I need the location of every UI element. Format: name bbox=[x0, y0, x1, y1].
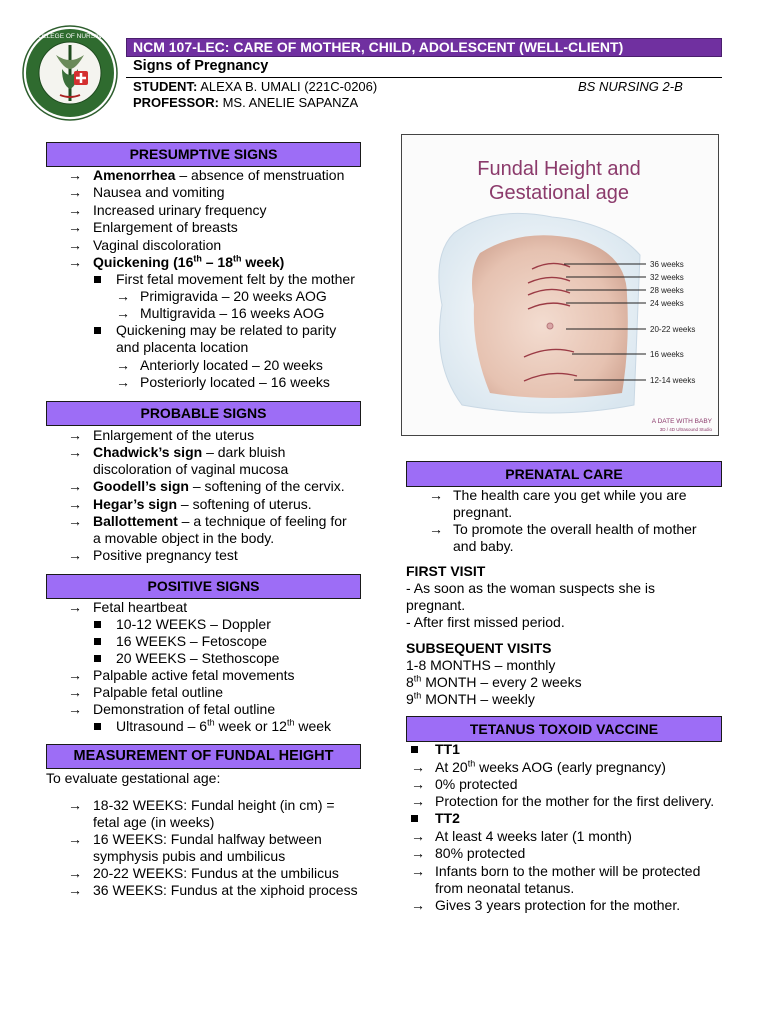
fundal-height-illustration bbox=[402, 135, 718, 435]
figure-label: 12-14 weeks bbox=[650, 376, 696, 385]
arrow-icon: → bbox=[68, 237, 82, 253]
bullet-square-icon bbox=[411, 815, 418, 822]
probable-signs-heading: PROBABLE SIGNS bbox=[46, 401, 361, 426]
professor-name: MS. ANELIE SAPANZA bbox=[222, 95, 359, 110]
tt2-three-years: Gives 3 years protection for the mother. bbox=[435, 897, 681, 913]
arrow-icon: → bbox=[68, 219, 82, 235]
presumptive-vaginal: Vaginal discoloration bbox=[93, 237, 222, 253]
probable-goodell: Goodell’s sign – softening of the cervix. bbox=[93, 478, 345, 494]
arrow-icon: → bbox=[68, 184, 82, 200]
arrow-icon: → bbox=[68, 547, 82, 563]
student-label: STUDENT: bbox=[133, 79, 198, 94]
subsequent-visits-heading: SUBSEQUENT VISITS bbox=[406, 640, 552, 656]
figure-title-line1: Fundal Height and bbox=[477, 158, 641, 180]
figure-credit: A DATE WITH BABY bbox=[651, 418, 712, 425]
arrow-icon: → bbox=[68, 202, 82, 218]
arrow-icon: → bbox=[429, 487, 443, 503]
bullet-square-icon bbox=[94, 723, 101, 730]
arrow-icon: → bbox=[68, 865, 82, 881]
tt1-label: TT1 bbox=[435, 741, 460, 757]
course-title: NCM 107-LEC: CARE OF MOTHER, CHILD, ADOLESCENT (WELL-CLIENT) bbox=[133, 39, 624, 55]
student-line bbox=[133, 79, 719, 94]
arrow-icon: → bbox=[68, 167, 82, 183]
arrow-icon: → bbox=[411, 863, 425, 879]
fundal-height-heading: MEASUREMENT OF FUNDAL HEIGHT bbox=[46, 744, 361, 769]
fundal-item1-line1: 18-32 WEEKS: Fundal height (in cm) = bbox=[93, 797, 335, 813]
prenatal-item2-line2: and baby. bbox=[453, 538, 514, 554]
figure-label: 32 weeks bbox=[650, 273, 684, 282]
figure-title-line2: Gestational age bbox=[488, 182, 630, 204]
subsequent-line1: 1-8 MONTHS – monthly bbox=[406, 657, 556, 673]
probable-ballottement: Ballottement – a technique of feeling for bbox=[93, 513, 347, 529]
professor-label: PROFESSOR: bbox=[133, 95, 219, 110]
quickening-multigravida: Multigravida – 16 weeks AOG bbox=[140, 305, 325, 321]
prenatal-care-heading: PRENATAL CARE bbox=[406, 461, 722, 487]
tetanus-toxoid-heading: TETANUS TOXOID VACCINE bbox=[406, 716, 722, 742]
prenatal-item2-line1: To promote the overall health of mother bbox=[453, 521, 697, 537]
fundal-item2-line1: 16 WEEKS: Fundal halfway between bbox=[93, 831, 322, 847]
arrow-icon: → bbox=[411, 897, 425, 913]
arrow-icon: → bbox=[429, 521, 443, 537]
quickening-parity-line2: and placenta location bbox=[116, 339, 249, 355]
bullet-square-icon bbox=[94, 621, 101, 628]
fundal-item3: 20-22 WEEKS: Fundus at the umbilicus bbox=[93, 865, 339, 881]
subsequent-line3: 9th MONTH – weekly bbox=[406, 690, 535, 707]
probable-chadwick-line2: discoloration of vaginal mucosa bbox=[93, 461, 289, 477]
probable-test: Positive pregnancy test bbox=[93, 547, 238, 563]
arrow-icon: → bbox=[116, 305, 130, 321]
tt1-protection: 0% protected bbox=[435, 776, 518, 792]
positive-movements: Palpable active fetal movements bbox=[93, 667, 295, 683]
figure-label: 20-22 weeks bbox=[650, 325, 696, 334]
tt2-timing: At least 4 weeks later (1 month) bbox=[435, 828, 632, 844]
tt2-infants-line1: Infants born to the mother will be protected bbox=[435, 863, 701, 879]
course-section: BS NURSING 2-B bbox=[578, 79, 683, 94]
positive-ultrasound: Ultrasound – 6th week or 12th week bbox=[116, 717, 332, 734]
figure-label: 16 weeks bbox=[650, 350, 684, 359]
arrow-icon: → bbox=[411, 793, 425, 809]
figure-label: 36 weeks bbox=[650, 260, 684, 269]
presumptive-urinary: Increased urinary frequency bbox=[93, 202, 267, 218]
arrow-icon: → bbox=[68, 427, 82, 443]
arrow-icon: → bbox=[68, 701, 82, 717]
presumptive-breasts: Enlargement of breasts bbox=[93, 219, 238, 235]
first-visit-line3: - After first missed period. bbox=[406, 614, 565, 630]
presumptive-signs-heading: PRESUMPTIVE SIGNS bbox=[46, 142, 361, 167]
placenta-posterior: Posteriorly located – 16 weeks bbox=[140, 374, 330, 390]
probable-hegar: Hegar’s sign – softening of uterus. bbox=[93, 496, 312, 512]
subsequent-line2: 8th MONTH – every 2 weeks bbox=[406, 673, 582, 690]
positive-heartbeat: Fetal heartbeat bbox=[93, 599, 188, 615]
bullet-square-icon bbox=[411, 746, 418, 753]
figure-credit-sub: 3D / 4D Ultrasound Studio bbox=[659, 427, 712, 432]
arrow-icon: → bbox=[68, 444, 82, 460]
fundal-height-figure bbox=[401, 134, 719, 436]
bullet-square-icon bbox=[94, 655, 101, 662]
arrow-icon: → bbox=[411, 845, 425, 861]
arrow-icon: → bbox=[68, 599, 82, 615]
bullet-square-icon bbox=[94, 276, 101, 283]
heartbeat-doppler: 10-12 WEEKS – Doppler bbox=[116, 616, 271, 632]
arrow-icon: → bbox=[68, 684, 82, 700]
course-title-bar bbox=[126, 38, 722, 57]
arrow-icon: → bbox=[68, 478, 82, 494]
probable-uterus: Enlargement of the uterus bbox=[93, 427, 255, 443]
professor-line bbox=[133, 95, 358, 110]
student-name: ALEXA B. UMALI (221C-0206) bbox=[200, 79, 378, 94]
figure-label: 28 weeks bbox=[650, 286, 684, 295]
arrow-icon: → bbox=[68, 496, 82, 512]
arrow-icon: → bbox=[68, 882, 82, 898]
arrow-icon: → bbox=[116, 374, 130, 390]
quickening-first-movement: First fetal movement felt by the mother bbox=[116, 271, 355, 287]
prenatal-item1-line2: pregnant. bbox=[453, 504, 513, 520]
quickening-primigravida: Primigravida – 20 weeks AOG bbox=[140, 288, 327, 304]
topic-title: Signs of Pregnancy bbox=[133, 58, 269, 74]
arrow-icon: → bbox=[68, 831, 82, 847]
bullet-square-icon bbox=[94, 638, 101, 645]
presumptive-amenorrhea: Amenorrhea – absence of menstruation bbox=[93, 167, 345, 183]
probable-chadwick: Chadwick’s sign – dark bluish bbox=[93, 444, 286, 460]
prenatal-item1-line1: The health care you get while you are bbox=[453, 487, 687, 503]
tt1-timing: At 20th weeks AOG (early pregnancy) bbox=[435, 758, 666, 775]
positive-demonstration: Demonstration of fetal outline bbox=[93, 701, 276, 717]
placenta-anterior: Anteriorly located – 20 weeks bbox=[140, 357, 323, 373]
arrow-icon: → bbox=[68, 667, 82, 683]
arrow-icon: → bbox=[411, 776, 425, 792]
presumptive-nausea: Nausea and vomiting bbox=[93, 184, 225, 200]
heartbeat-fetoscope: 16 WEEKS – Fetoscope bbox=[116, 633, 267, 649]
tt1-first-delivery: Protection for the mother for the first delivery. bbox=[435, 793, 715, 809]
first-visit-heading: FIRST VISIT bbox=[406, 563, 486, 579]
tt2-protection: 80% protected bbox=[435, 845, 526, 861]
arrow-icon: → bbox=[411, 828, 425, 844]
arrow-icon: → bbox=[68, 254, 82, 270]
bullet-square-icon bbox=[94, 327, 101, 334]
arrow-icon: → bbox=[411, 759, 425, 775]
probable-ballottement-line2: a movable object in the body. bbox=[93, 530, 275, 546]
first-visit-line1: - As soon as the woman suspects she is bbox=[406, 580, 656, 596]
tt2-label: TT2 bbox=[435, 810, 460, 826]
fundal-item4: 36 WEEKS: Fundus at the xiphoid process bbox=[93, 882, 358, 898]
first-visit-line2: pregnant. bbox=[406, 597, 466, 613]
fundal-item2-line2: symphysis pubis and umbilicus bbox=[93, 848, 286, 864]
arrow-icon: → bbox=[116, 288, 130, 304]
college-logo bbox=[22, 25, 118, 121]
heartbeat-stethoscope: 20 WEEKS – Stethoscope bbox=[116, 650, 280, 666]
figure-label: 24 weeks bbox=[650, 299, 684, 308]
tt2-infants-line2: from neonatal tetanus. bbox=[435, 880, 575, 896]
positive-signs-heading: POSITIVE SIGNS bbox=[46, 574, 361, 599]
arrow-icon: → bbox=[68, 513, 82, 529]
fundal-intro: To evaluate gestational age: bbox=[46, 770, 221, 786]
arrow-icon: → bbox=[68, 797, 82, 813]
arrow-icon: → bbox=[116, 357, 130, 373]
positive-outline: Palpable fetal outline bbox=[93, 684, 223, 700]
header-divider bbox=[126, 77, 722, 78]
quickening-parity-line1: Quickening may be related to parity bbox=[116, 322, 337, 338]
logo-text: COLLEGE OF NURSING bbox=[33, 33, 107, 40]
presumptive-quickening: Quickening (16th – 18th week) bbox=[93, 253, 285, 270]
fundal-item1-line2: fetal age (in weeks) bbox=[93, 814, 215, 830]
